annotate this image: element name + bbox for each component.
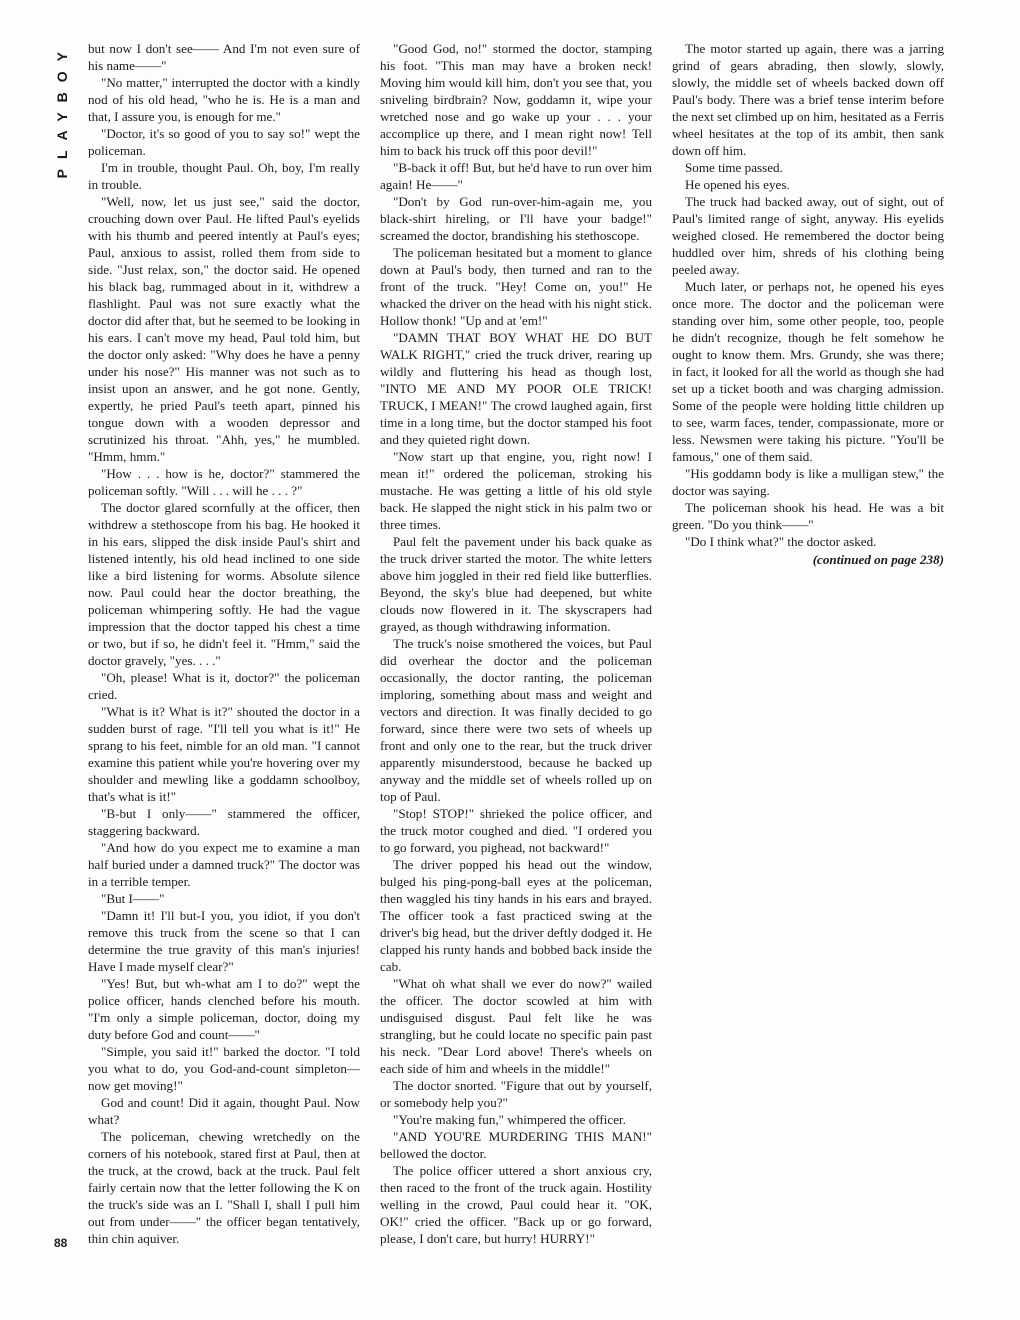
paragraph: but now I don't see—— And I'm not even sure of his name——": [88, 41, 360, 73]
paragraph: "B-back it off! But, but he'd have to run over him again! He——": [380, 160, 652, 192]
paragraph: The policeman hesitated but a moment to glance down at Paul's body, then turned and ran to the front of the truck. "Hey! Come on, you!" He whacked the driver on the head with his night stick. Hollow thonk! "Up and at 'em!": [380, 245, 652, 328]
paragraph: "Simple, you said it!" barked the doctor. "I told you what to do, you God-and-count simpleton—now get moving!": [88, 1044, 360, 1093]
paragraph: "B-but I only——" stammered the officer, staggering backward.: [88, 806, 360, 838]
paragraph: "His goddamn body is like a mulligan stew," the doctor was saying.: [672, 466, 944, 498]
paragraph: "Do I think what?" the doctor asked.: [685, 534, 877, 549]
paragraph: "How . . . how is he, doctor?" stammered the policeman softly. "Will . . . will he . . . ?": [88, 466, 360, 498]
paragraph: "What is it? What is it?" shouted the doctor in a sudden burst of rage. "I'll tell you what is it!" He sprang to his feet, nimble for an old man. "I cannot examine this patient while you're hovering over my shoulder and mewling like a goddamn schoolboy, that's what is it!": [88, 704, 360, 804]
paragraph: "But I——": [101, 891, 165, 906]
paragraph: The truck's noise smothered the voices, but Paul did overhear the doctor and the policeman occasionally, the doctor ranting, the policeman imploring, something about mass and weight and vectors and direction. It was finally decided to go forward, since there were two sets of wheels up front and only one to the rear, but the truck driver apparently misunderstood, because he backed up anyway and the middle set of wheels rolled up on top of Paul.: [380, 636, 652, 804]
magazine-masthead: PLAYBOY: [54, 42, 70, 179]
paragraph: The truck had backed away, out of sight, out of Paul's limited range of sight, anyway. His eyelids weighed closed. He remembered the doctor being huddled over him, shreds of his clothing being peeled away.: [672, 194, 944, 277]
paragraph: "You're making fun," whimpered the officer.: [393, 1112, 626, 1127]
paragraph: Some time passed.: [685, 160, 783, 175]
paragraph: He opened his eyes.: [685, 177, 790, 192]
paragraph: "Well, now, let us just see," said the doctor, crouching down over Paul. He lifted Paul's eyelids with his thumb and peered intently at Paul's eyes; Paul, anxious to assist, rolled them from side to side. "Just relax, son," the doctor said. He opened his black bag, rummaged about in it, withdrew a flashlight. Paul was not sure exactly what the doctor did after that, but he seemed to be looking in his ears. I can't move my head, Paul told him, but the doctor only asked: "Why does he have a penny under his nose?" His manner was not such as to insist upon an answer, and he got none. Gently, expertly, he pried Paul's teeth apart, pinned his tongue down with a wooden depressor and scrutinized his throat. "Ahh, yes," he mumbled. "Hmm, hmm.": [88, 194, 360, 464]
paragraph: "No matter," interrupted the doctor with a kindly nod of his old head, "who he is. He is a man and that, I assure you, is enough for me.": [88, 75, 360, 124]
paragraph: "Yes! But, but wh-what am I to do?" wept the police officer, hands clenched before his mouth. "I'm only a simple policeman, doctor, doing my duty before God and count——": [88, 976, 360, 1042]
paragraph: "DAMN THAT BOY WHAT HE DO BUT WALK RIGHT," cried the truck driver, rearing up wildly and fluttering his head as though lost, "INTO ME AND MY POOR OLE TRICK! TRUCK, I MEAN!" The crowd laughed again, first time in a long time, but the doctor stamped his foot and they quieted right down.: [380, 330, 652, 447]
paragraph: "Now start up that engine, you, right now! I mean it!" ordered the policeman, stroking his mustache. He was getting a little of his old style back. He slapped the night stick in his palm two or three times.: [380, 449, 652, 532]
paragraph: The policeman, chewing wretchedly on the corners of his notebook, stared first at Paul, then at the truck, at the crowd, back at the truck. Paul felt fairly certain now that the letter following the K on the truck's side was an I. "Shall I, shall I pull him out from under——" the officer began tentatively, thin chin aquiver.: [88, 1129, 360, 1246]
paragraph: "Doctor, it's so good of you to say so!" wept the policeman.: [88, 126, 360, 158]
paragraph: "Oh, please! What is it, doctor?" the policeman cried.: [88, 670, 360, 702]
paragraph: Much later, or perhaps not, he opened his eyes once more. The doctor and the policeman were standing over him, some other people, too, people he didn't recognize, though he felt somehow he ought to know them. Mrs. Grundy, she was there; in fact, it looked for all the world as though she had set up a ticket booth and was charging admission. Some of the people were holding little children up to see, warm faces, tender, compassionate, more or less. Newsmen were taking his picture. "You'll be famous," one of them said.: [672, 279, 944, 464]
paragraph: I'm in trouble, thought Paul. Oh, boy, I'm really in trouble.: [88, 160, 360, 192]
paragraph: "Stop! STOP!" shrieked the police officer, and the truck motor coughed and died. "I ordered you to go forward, you pighead, not backward!": [380, 806, 652, 855]
paragraph: The police officer uttered a short anxious cry, then raced to the front of the truck again. Hostility welling in the crowd, Paul could hear it. "OK, OK!" cried the officer. "Back up or go forward, please, I don't care, but hurry! HURRY!": [380, 1163, 652, 1246]
paragraph: God and count! Did it again, thought Paul. Now what?: [88, 1095, 360, 1127]
paragraph: The driver popped his head out the window, bulged his ping-pong-ball eyes at the policeman, then waggled his tiny hands in his ears and brayed. The officer took a fast practiced swing at the driver's big head, but the driver deftly dodged it. He clapped his runty hands and bobbed back inside the cab.: [380, 857, 652, 974]
paragraph: The policeman shook his head. He was a bit green. "Do you think——": [672, 500, 944, 532]
page-number: 88: [54, 1236, 68, 1250]
paragraph: The doctor glared scornfully at the officer, then withdrew a stethoscope from his bag. He hooked it in his ears, slipped the disk inside Paul's shirt and listened intently, his old head inclined to one side like a bird listening for worms. Absolute silence now. Paul could hear the doctor breathing, the policeman whimpering softly. He had the vague impression that the doctor tapped his chest a time or two, but if so, he didn't feel it. "Hmm," said the doctor gravely, "yes. . . .": [88, 500, 360, 668]
story-columns: [88, 40, 944, 1252]
paragraph: "What oh what shall we ever do now?" wailed the officer. The doctor scowled at him with undisguised disgust. Paul felt like he was strangling, but he could locate no specific pain past his neck. "Dear Lord above! There's wheels on each side of him and wheels in the middle!": [380, 976, 652, 1076]
paragraph: "Good God, no!" stormed the doctor, stamping his foot. "This man may have a broken neck! Moving him would kill him, don't you see that, you sniveling birdbrain? Now, goddamn it, wipe your wretched nose and go wake up your . . . your accomplice up there, and I mean right now! Tell him to back his truck off this poor devil!": [380, 41, 652, 158]
paragraph: "Damn it! I'll but-I you, you idiot, if you don't remove this truck from the scene so that I can determine the true gravity of this man's injuries! Have I made myself clear?": [88, 908, 360, 974]
paragraph: "And how do you expect me to examine a man half buried under a damned truck?" The doctor was in a terrible temper.: [88, 840, 360, 889]
paragraph: "Don't by God run-over-him-again me, you black-shirt hireling, or I'll have your badge!" screamed the doctor, brandishing his stethoscope.: [380, 194, 652, 243]
paragraph: The doctor snorted. "Figure that out by yourself, or somebody help you?": [380, 1078, 652, 1110]
paragraph: "AND YOU'RE MURDERING THIS MAN!" bellowed the doctor.: [380, 1129, 652, 1161]
continued-note: (continued on page 238): [812, 552, 944, 567]
paragraph: Paul felt the pavement under his back quake as the truck driver started the motor. The white letters above him joggled in their red field like butterflies. Beyond, the sky's blue had deepened, but white clouds now flowered in it. The skyscrapers had grayed, as though withdrawing information.: [380, 534, 652, 634]
paragraph: The motor started up again, there was a jarring grind of gears abrading, then slowly, slowly, slowly, the middle set of wheels backed down off Paul's body. There was a brief tense interim before the next set climbed up on him, hesitated as a Ferris wheel hesitates at the top of its ambit, then sank down off him.: [672, 41, 944, 158]
